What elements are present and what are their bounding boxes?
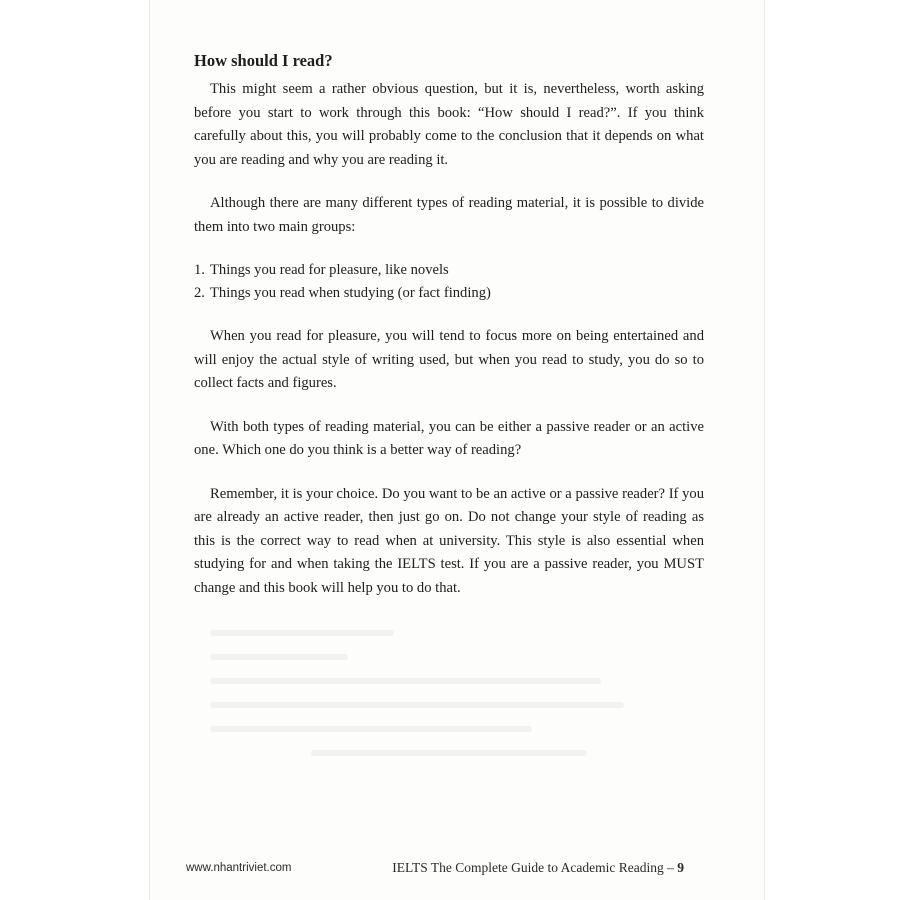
list-item-text: Things you read when studying (or fact finding) [210,285,491,301]
paragraph-1: This might seem a rather obvious question, but it is, nevertheless, worth asking before you start to work through this book: “How should I read?”. If you think carefully about this, you will probably come to the conclusion that it depends on what you are reading and why you are reading it. [194,81,704,168]
list-item [194,259,704,282]
page-content [194,50,704,620]
list-item-number: 1. [194,262,205,278]
footer-book-title [392,860,684,876]
paragraph-2: Although there are many different types of reading material, it is possible to divide them into two main groups: [194,195,704,235]
footer-title-text: IELTS The Complete Guide to Academic Reading – [392,860,678,875]
paragraph-5: Remember, it is your choice. Do you want to be an active or a passive reader? If you are already an active reader, then just go on. Do not change your style of reading as this is the correct way to read when at university. This style is also essential when studying for and when taking the IELTS test. If you are a passive reader, you MUST change and this book will help you to do that. [194,485,704,596]
list-item [194,282,704,305]
paragraph-3: When you read for pleasure, you will tend to focus more on being entertained and will enjoy the actual style of writing used, but when you read to study, you do so to collect facts and figures. [194,328,704,391]
page-number: 9 [677,860,684,875]
paragraph-4: With both types of reading material, you can be either a passive reader or an active one. Which one do you think is a better way of reading? [194,418,704,458]
book-page [150,0,764,900]
footer-website: www.nhantriviet.com [186,862,292,874]
list-item-number: 2. [194,285,205,301]
section-heading: How should I read? [194,51,333,70]
list-item-text: Things you read for pleasure, like novels [210,262,449,278]
reading-groups-list [194,259,704,305]
bleed-through-shadow [210,630,670,840]
